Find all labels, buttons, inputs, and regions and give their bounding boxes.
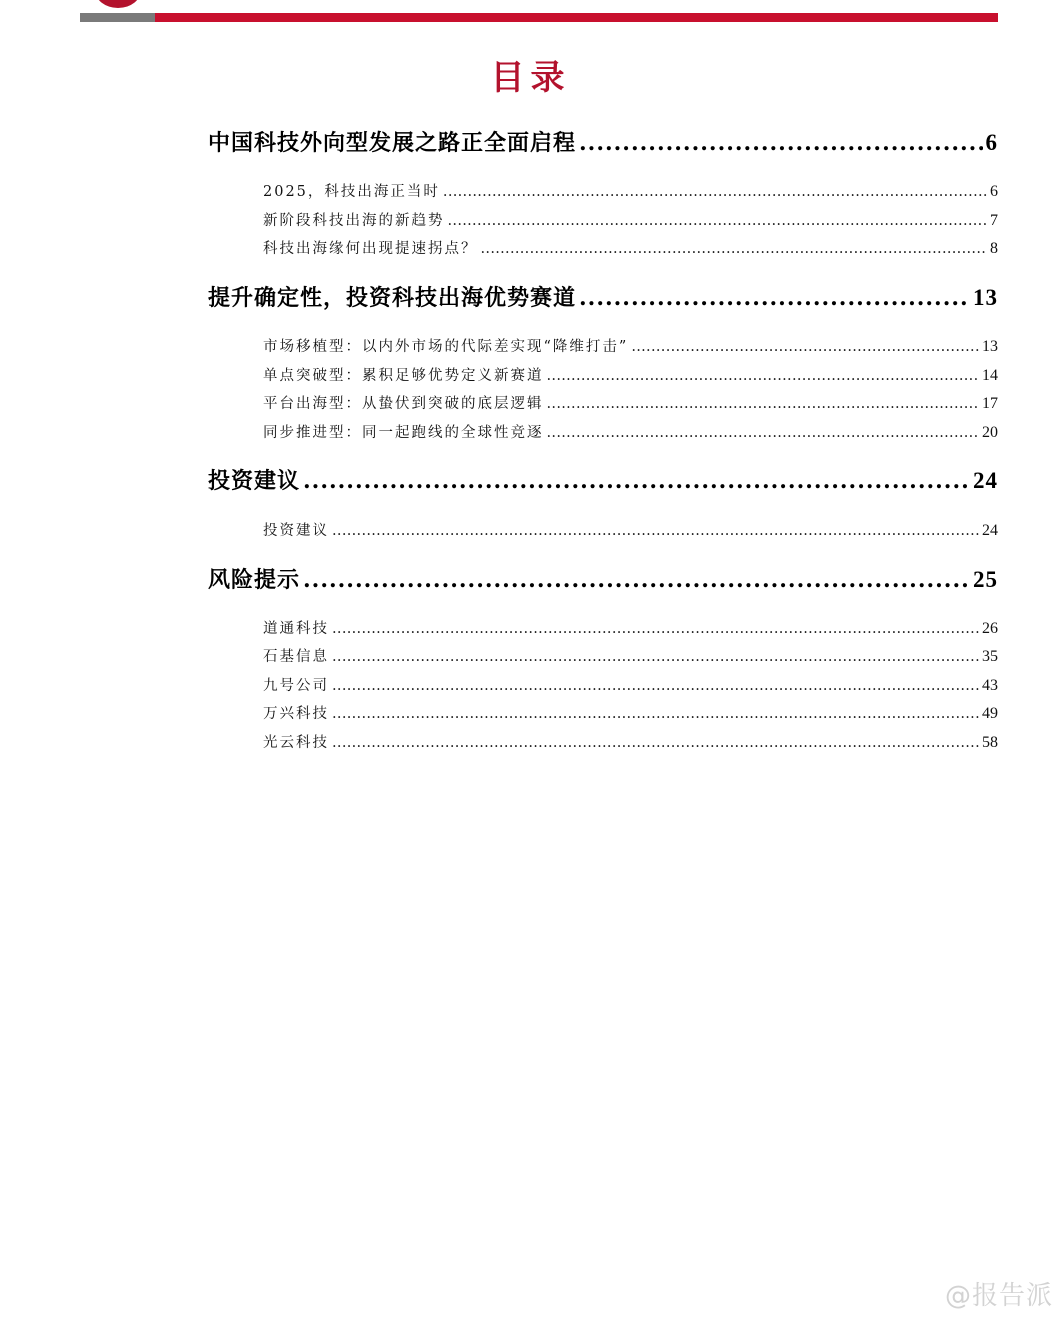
- toc-subitem-label: 投资建议: [263, 523, 329, 539]
- toc-page-number: 6: [985, 130, 998, 155]
- toc-subitem-label: 科技出海缘何出现提速拐点？: [263, 241, 478, 257]
- toc-subitem-label: 平台出海型：从蛰伏到突破的底层逻辑: [263, 396, 544, 412]
- toc-page-number: 35: [982, 648, 998, 665]
- toc-subitem-label: 石基信息: [263, 649, 329, 665]
- toc-subitem[interactable]: [263, 618, 998, 640]
- toc-page-number: 13: [973, 285, 998, 310]
- toc-page-number: 49: [982, 705, 998, 722]
- toc-subitem[interactable]: [263, 520, 998, 542]
- toc-page-number: 8: [990, 240, 998, 257]
- dot-leader: [547, 393, 980, 415]
- dot-leader: [332, 703, 979, 725]
- toc-subitem[interactable]: [263, 238, 998, 260]
- toc-subitem[interactable]: [263, 675, 998, 697]
- dot-leader: [332, 520, 979, 542]
- toc-subitem[interactable]: [263, 181, 998, 203]
- toc-page-number: 13: [982, 338, 998, 355]
- toc-subitem-label: 新阶段科技出海的新趋势: [263, 213, 445, 229]
- toc-section-label: 提升确定性，投资科技出海优势赛道: [208, 285, 577, 311]
- toc-page-number: 7: [990, 212, 998, 229]
- dot-leader: [303, 565, 970, 595]
- toc-subitem-label: 万兴科技: [263, 706, 329, 722]
- toc-page-number: 43: [982, 677, 998, 694]
- dot-leader: [443, 181, 987, 203]
- toc-subitem-label: 2025，科技出海正当时: [263, 184, 440, 200]
- toc-subitem-label: 市场移植型：以内外市场的代际差实现“降维打击”: [263, 339, 629, 355]
- toc-subitem[interactable]: [263, 393, 998, 415]
- toc-page-number: 25: [973, 567, 998, 592]
- toc-section-1[interactable]: [208, 128, 998, 158]
- toc-page-number: 24: [982, 522, 998, 539]
- toc-subitem-label: 同步推进型：同一起跑线的全球性竞逐: [263, 425, 544, 441]
- dot-leader: [332, 646, 979, 668]
- dot-leader: [547, 365, 980, 387]
- toc-section-label: 风险提示: [208, 567, 301, 593]
- toc-section-2[interactable]: [208, 283, 998, 313]
- toc-subitem-label: 单点突破型：累积足够优势定义新赛道: [263, 368, 544, 384]
- toc-subitem-label: 道通科技: [263, 621, 329, 637]
- page-title: 目录: [490, 58, 571, 98]
- toc-page-number: 26: [982, 620, 998, 637]
- toc-subitem[interactable]: [263, 703, 998, 725]
- toc-subitem[interactable]: [263, 422, 998, 444]
- header-bar: [80, 13, 998, 22]
- toc-page-number: 58: [982, 734, 998, 751]
- dot-leader: [579, 283, 970, 313]
- toc-subitem-label: 九号公司: [263, 678, 329, 694]
- toc-page-number: 14: [982, 367, 998, 384]
- toc-subitem[interactable]: [263, 210, 998, 232]
- toc-page-number: 17: [982, 395, 998, 412]
- toc-subitem[interactable]: [263, 646, 998, 668]
- toc-subitem[interactable]: [263, 732, 998, 754]
- toc-section-label: 投资建议: [208, 468, 301, 494]
- dot-leader: [303, 466, 970, 496]
- toc-page-number: 20: [982, 424, 998, 441]
- dot-leader: [332, 732, 979, 754]
- toc-section-4[interactable]: [208, 565, 998, 595]
- dot-leader: [332, 675, 979, 697]
- dot-leader: [481, 238, 988, 260]
- dot-leader: [631, 336, 979, 358]
- toc-subitem[interactable]: [263, 365, 998, 387]
- toc-section-label: 中国科技外向型发展之路正全面启程: [208, 130, 577, 156]
- toc-page-number: 24: [973, 468, 998, 493]
- header-bar-grey-segment: [80, 13, 155, 22]
- dot-leader: [448, 210, 988, 232]
- watermark: @报告派: [944, 1281, 1053, 1311]
- toc-subitem[interactable]: [263, 336, 998, 358]
- dot-leader: [332, 618, 979, 640]
- toc-subitem-label: 光云科技: [263, 735, 329, 751]
- toc-page-number: 6: [990, 183, 998, 200]
- dot-leader: [547, 422, 980, 444]
- toc-section-3[interactable]: [208, 466, 998, 496]
- brand-logo-icon: [95, 0, 141, 8]
- dot-leader: [579, 128, 982, 158]
